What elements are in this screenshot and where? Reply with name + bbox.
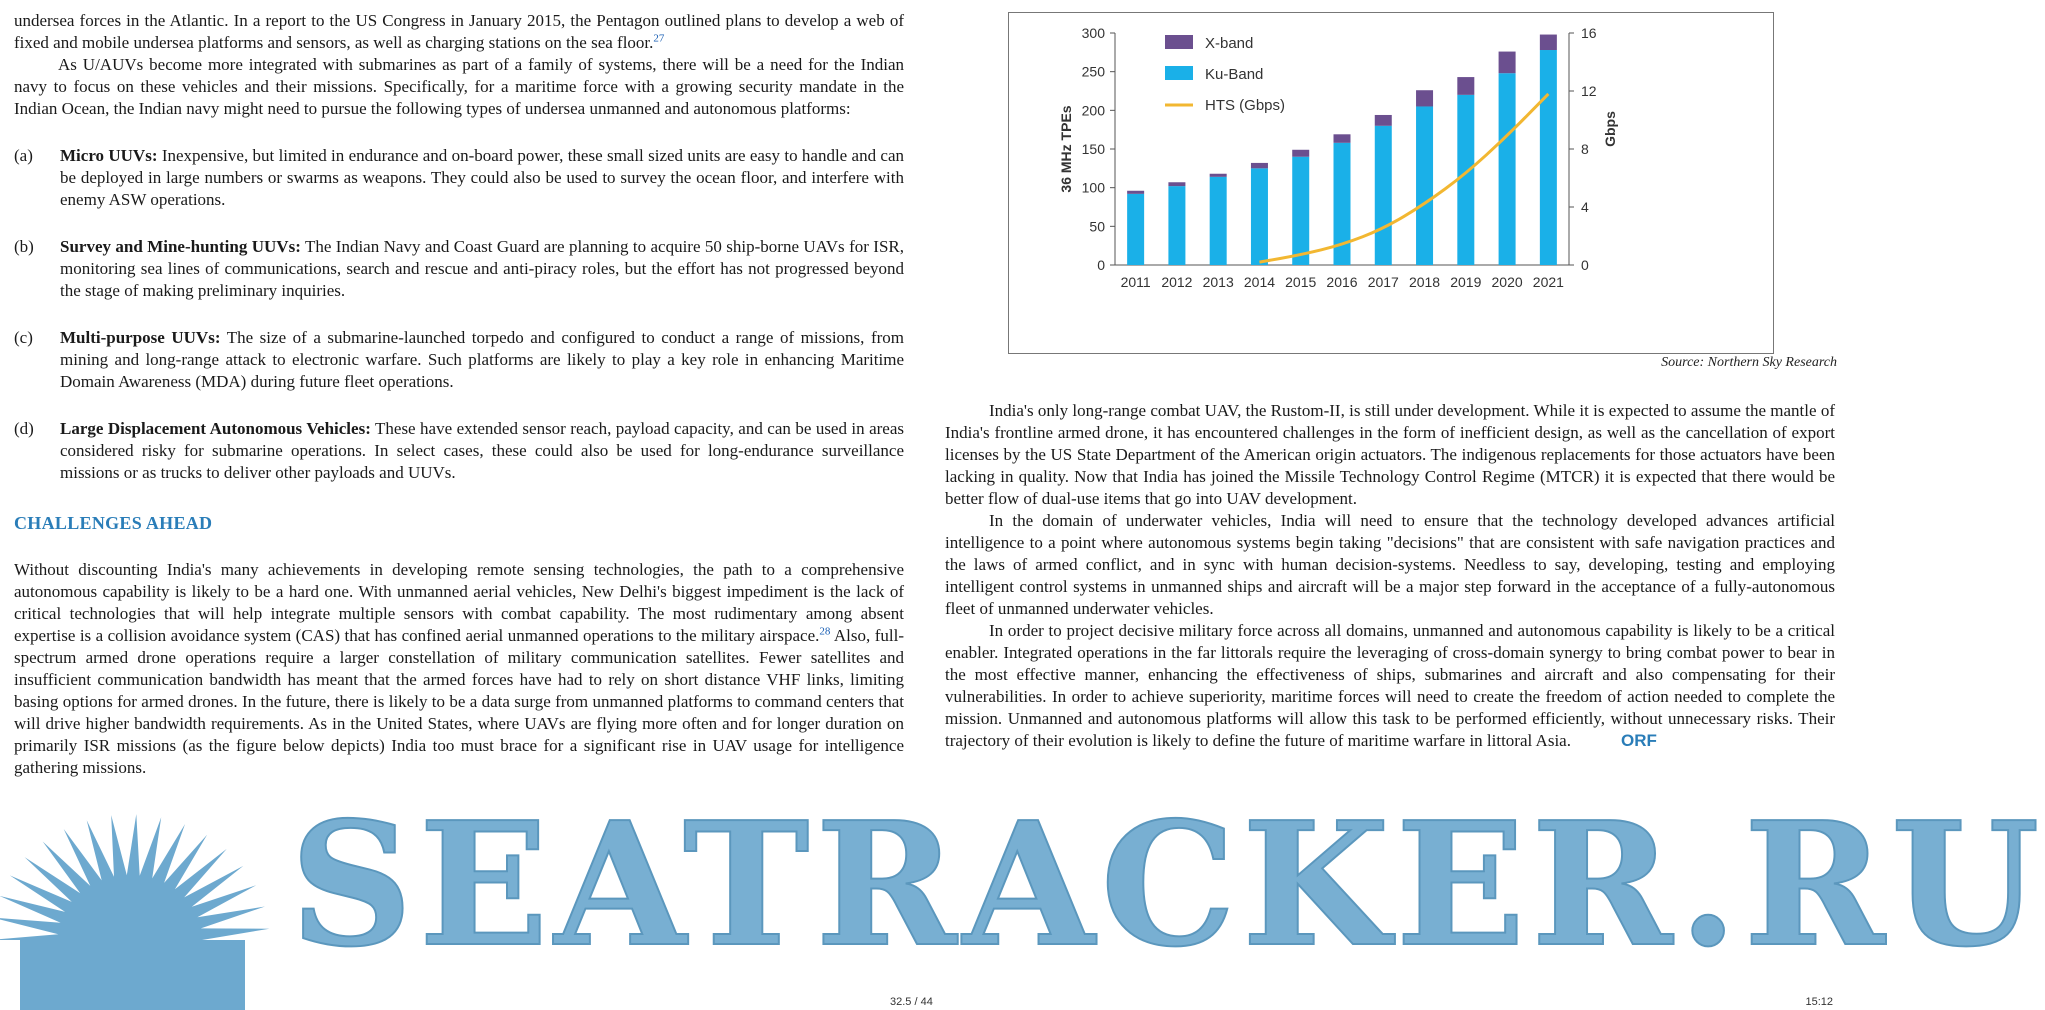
x-tick-label: 2012 xyxy=(1161,274,1193,290)
x-tick-label: 2017 xyxy=(1367,274,1399,290)
x-band-bar xyxy=(1210,174,1227,177)
list-item-text: The Indian Navy and Coast Guard are planning to acquire 50 ship-borne UAVs for ISR, monitoring sea lines of communications, search and rescue and anti-piracy roles, but the effort has not progressed beyond the stage of making preliminary inquiries. xyxy=(60,237,904,300)
paragraph xyxy=(945,620,1835,752)
list-item-title: Micro UUVs: xyxy=(60,146,158,165)
ku-band-bar xyxy=(1540,50,1557,265)
y-tick-label: 250 xyxy=(1081,63,1105,80)
x-band-bar xyxy=(1168,182,1185,186)
paragraph-text: In order to project decisive military force across all domains, unmanned and autonomous capability is likely to be a critical enabler. Integrated operations in the far littorals require the leveraging of cross-domain synergy to bring combat power to bear in the most effective manner, enhancing the effectiveness of ships, submarines and aircraft and also compensating for their vulnerabilities. In order to achieve superiority, maritime forces will need to create the freedom of action needed to complete the mission. Unmanned and autonomous platforms will allow this task to be performed efficiently, without unnecessary risks. Their trajectory of their evolution is likely to define the future of maritime warfare in littoral Asia. xyxy=(945,621,1835,750)
satellite-capacity-chart xyxy=(1008,12,1774,354)
list-marker: (d) xyxy=(14,419,34,438)
chart-source: Source: Northern Sky Research xyxy=(1661,355,1837,370)
paragraph: As U/AUVs become more integrated with submarines as part of a family of systems, there will be a need for the Indian navy to focus on these vehicles and their missions. Specifically, for a maritime force with a growing security mandate in the Indian Ocean, the Indian navy might need to pursue the following types of undersea unmanned and autonomous platforms: xyxy=(14,55,904,118)
list-item xyxy=(14,236,904,302)
list-item xyxy=(14,418,904,484)
list-item-title: Multi-purpose UUVs: xyxy=(60,328,221,347)
ku-band-bar xyxy=(1457,95,1474,265)
list-item xyxy=(14,145,904,211)
left-column xyxy=(14,10,904,779)
x-band-bar xyxy=(1457,77,1474,95)
list-item-title: Survey and Mine-hunting UUVs: xyxy=(60,237,301,256)
x-tick-label: 2021 xyxy=(1532,274,1564,290)
ku-band-bar xyxy=(1416,106,1433,265)
x-band-bar xyxy=(1292,150,1309,157)
list-item-text: Inexpensive, but limited in endurance and on-board power, these small sized units are easy to handle and can be deployed in large numbers or swarms as weapons. They could also be used to survey the ocean floor, and interfere with enemy ASW operations. xyxy=(60,146,904,209)
y2-tick-label: 12 xyxy=(1581,83,1597,99)
y2-tick-label: 8 xyxy=(1581,141,1589,157)
list-item-text: The size of a submarine-launched torpedo and configured to conduct a range of missions, from mining and long-range attack to electronic warfare. Such platforms are likely to play a key role in enhancing Maritime Domain Awareness (MDA) during future fleet operations. xyxy=(60,328,904,391)
legend-x-band-swatch xyxy=(1165,35,1193,49)
x-tick-label: 2014 xyxy=(1243,274,1276,290)
x-band-bar xyxy=(1416,90,1433,106)
paragraph-text: Without discounting India's many achievements in developing remote sensing technologies, the path to a comprehensive autonomous capability is likely to be a hard one. With unmanned aerial vehicles, New Delhi's biggest impediment is the lack of critical technologies that will help integrate multiple sensors with combat capability. The most rudimentary among absent expertise is a collision avoidance system (CAS) that has confined aerial unmanned operations to the military airspace. xyxy=(14,560,904,645)
legend-ku-band-label: Ku-Band xyxy=(1205,66,1264,83)
x-band-bar xyxy=(1375,115,1392,126)
legend-ku-band-swatch xyxy=(1165,66,1193,80)
paragraph: In the domain of underwater vehicles, India will need to ensure that the technology developed advances artificial intelligence to a point where autonomous systems begin taking "decisions" that are consistent with safe navigation practices and the laws of armed conflict, and in sync with human decision-systems. Needless to say, developing, testing and employing intelligent control systems in unmanned ships and aircraft will be a major step forward in the acceptance of a fully-autonomous fleet of unmanned underwater vehicles. xyxy=(945,511,1835,618)
y2-axis-title: Gbps xyxy=(1602,111,1618,147)
right-column xyxy=(945,400,1835,752)
y-axis-title: 36 MHz TPEs xyxy=(1058,105,1074,193)
paragraph xyxy=(14,559,904,779)
y-tick-label: 0 xyxy=(1097,257,1105,273)
list-item-text: These have extended sensor reach, payload capacity, and can be used in areas considered risky for submarine operations. In select cases, these could also be used for long-endurance surveillance missions or as trucks to deliver other payloads and UUVs. xyxy=(60,419,905,482)
x-tick-label: 2015 xyxy=(1285,274,1317,290)
y-tick-label: 300 xyxy=(1081,25,1105,41)
ku-band-bar xyxy=(1168,186,1185,265)
ku-band-bar xyxy=(1292,157,1309,265)
ku-band-bar xyxy=(1375,126,1392,265)
legend-x-band-label: X-band xyxy=(1205,35,1254,52)
paragraph-text: Also, full-spectrum armed drone operations require a larger constellation of military communication satellites. Fewer satellites and insufficient communication bandwidth has meant that the armed forces have had to rely on short distance VHF links, limiting basing options for armed drones. In the future, there is likely to be a data surge from unmanned platforms to command centers that will drive higher bandwidth requirements. As in the United States, where UAVs are flying more often and for longer duration on primarily ISR missions (as the figure below depicts) India too must brace for a significant rise in UAV usage for intelligence gathering missions. xyxy=(14,626,904,777)
paragraph xyxy=(14,10,904,54)
y2-tick-label: 0 xyxy=(1581,257,1589,273)
list-item-title: Large Displacement Autonomous Vehicles: xyxy=(60,419,371,438)
x-band-bar xyxy=(1251,163,1268,168)
x-band-bar xyxy=(1540,35,1557,50)
y-tick-label: 150 xyxy=(1081,141,1105,157)
ku-band-bar xyxy=(1210,177,1227,265)
list-item xyxy=(14,327,904,393)
x-tick-label: 2011 xyxy=(1120,274,1151,290)
x-tick-label: 2016 xyxy=(1326,274,1358,290)
ku-band-bar xyxy=(1127,194,1144,265)
legend-hts-label: HTS (Gbps) xyxy=(1205,97,1286,114)
footnote-ref[interactable]: 28 xyxy=(819,625,831,638)
x-tick-label: 2013 xyxy=(1202,274,1234,290)
x-tick-label: 2020 xyxy=(1491,274,1523,290)
page-indicator: 32.5 / 44 xyxy=(890,996,933,1008)
x-tick-label: 2018 xyxy=(1408,274,1441,290)
y-tick-label: 100 xyxy=(1081,179,1105,196)
y-tick-label: 50 xyxy=(1089,218,1105,235)
sun-base xyxy=(20,940,245,1010)
section-heading: CHALLENGES AHEAD xyxy=(14,513,213,533)
x-band-bar xyxy=(1334,134,1351,143)
paragraph: India's only long-range combat UAV, the Rustom-II, is still under development. While it is expected to assume the mantle of India's frontline armed drone, it has encountered challenges in the form of inefficient design, as well as the cancellation of export licenses by the US State Department of the American origin actuators. The indigenous replacements for those actuators have been lacking in quality. Now that India has joined the Missile Technology Control Regime (MTCR) it is expected that there would be better flow of dual-use items that go into UAV development. xyxy=(945,401,1835,508)
y2-tick-label: 16 xyxy=(1581,25,1597,41)
watermark-text: SEATRACKER.RU xyxy=(290,785,2045,985)
x-band-bar xyxy=(1127,191,1144,194)
orf-logo: ORF xyxy=(1620,731,1657,750)
footnote-ref[interactable]: 27 xyxy=(653,32,665,45)
list-marker: (c) xyxy=(14,328,33,347)
sun-ray xyxy=(0,814,269,940)
list-marker: (b) xyxy=(14,237,34,256)
clock: 15:12 xyxy=(1805,996,1833,1008)
ku-band-bar xyxy=(1251,168,1268,265)
ku-band-bar xyxy=(1499,73,1516,265)
chart-svg xyxy=(1009,13,1775,355)
x-tick-label: 2019 xyxy=(1450,274,1482,290)
platform-list xyxy=(14,145,904,484)
list-marker: (a) xyxy=(14,146,33,165)
paragraph-text: undersea forces in the Atlantic. In a report to the US Congress in January 2015, the Pentagon outlined plans to develop a web of fixed and mobile undersea platforms and sensors, as well as charging stations on the sea floor. xyxy=(14,11,904,52)
x-band-bar xyxy=(1499,52,1516,74)
y-tick-label: 200 xyxy=(1081,102,1105,119)
y2-tick-label: 4 xyxy=(1581,199,1589,215)
